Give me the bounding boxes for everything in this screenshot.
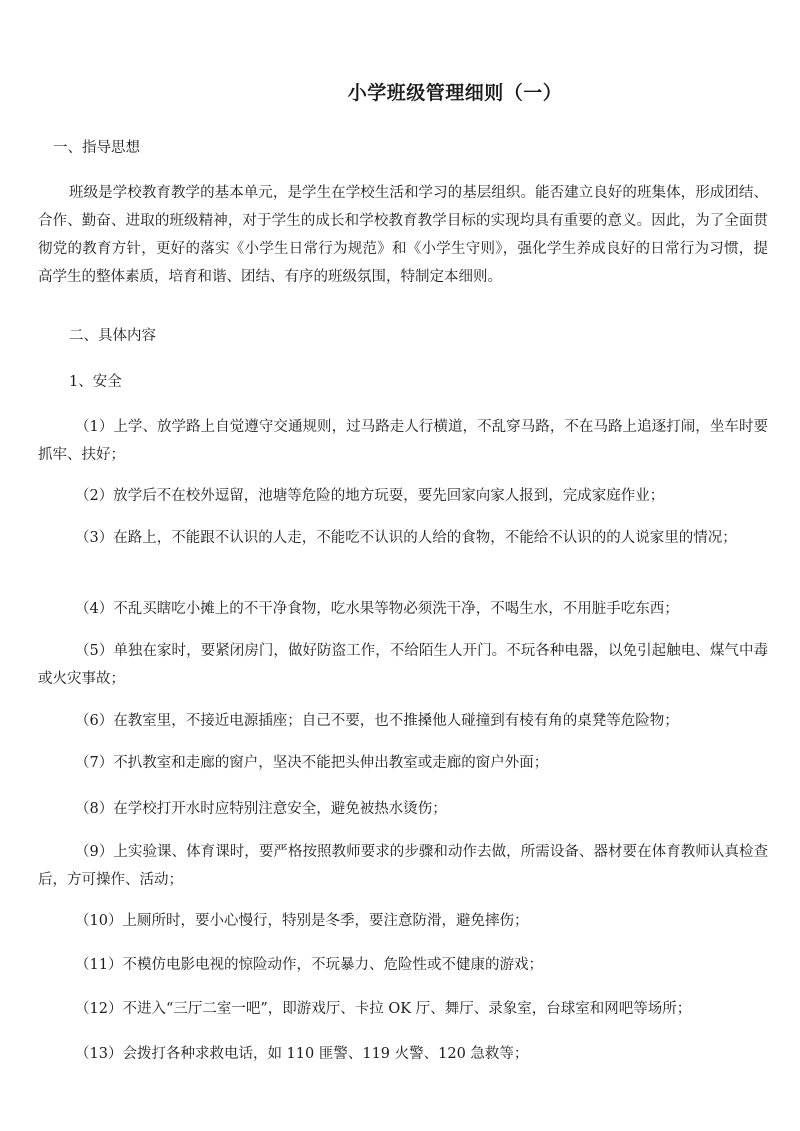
list-item: （6）在教室里，不接近电源插座；自己不要，也不推搡他人碰撞到有棱有角的桌凳等危险物； — [75, 713, 679, 729]
list-item: （7）不扒教室和走廊的窗户，坚决不能把头伸出教室或走廊的窗户外面； — [75, 755, 549, 771]
list-item: （13）会拨打各种求救电话，如 110 匪警、119 火警、120 急救等； — [75, 1046, 529, 1062]
list-item: （2）放学后不在校外逗留，池塘等危险的地方玩耍，要先回家向家人报到，完成家庭作业； — [75, 488, 665, 504]
section-body-guiding-ideology: 班级是学校教育教学的基本单元，是学生在学校生活和学习的基层组织。能否建立良好的班集体，形成团结、合作、勤奋、进取的班级精神，对于学生的成长和学校教育教学目标的实现均具有重要的意义。因此，为了全面贯彻党的教育方针，更好的落实《小学生日常行为规范》和《小学生守则》，强化学生养成良好的日常行为习惯，提高学生的整体素质，培育和谐、团结、有序的班级氛围，特制定本细则。 — [38, 185, 768, 285]
document-title: 小学班级管理细则（一） — [347, 82, 563, 104]
subsection-heading-safety: 1、安全 — [69, 374, 122, 390]
section-heading-specific-content: 二、具体内容 — [69, 328, 156, 344]
list-item: （10）上厕所时，要小心慢行，特别是冬季，要注意防滑，避免摔伤； — [75, 913, 529, 929]
list-item: （3）在路上，不能跟不认识的人走，不能吃不认识的人给的食物，不能给不认识的的人说家里的情况； — [75, 530, 737, 546]
list-item: （8）在学校打开水时应特别注意安全，避免被热水烫伤； — [75, 801, 447, 817]
list-item: （12）不进入“三厅二室一吧”，即游戏厅、卡拉 OK 厅、舞厅、录象室，台球室和网吧等场所； — [75, 1001, 692, 1017]
list-item: （11）不模仿电影电视的惊险动作，不玩暴力、危险性或不健康的游戏； — [75, 957, 543, 973]
section-heading-guiding-ideology: 一、指导思想 — [53, 140, 140, 156]
list-item: （4）不乱买瞎吃小摊上的不干净食物，吃水果等物必须洗干净，不喝生水，不用脏手吃东西； — [75, 601, 679, 617]
list-item: （5）单独在家时，要紧闭房门，做好防盗工作，不给陌生人开门。不玩各种电器，以免引起触电、煤气中毒或火灾事故； — [38, 643, 768, 687]
list-item: （1）上学、放学路上自觉遵守交通规则，过马路走人行横道，不乱穿马路，不在马路上追逐打闹，坐车时要抓牢、扶好； — [38, 419, 768, 463]
list-item: （9）上实验课、体育课时，要严格按照教师要求的步骤和动作去做，所需设备、器材要在体育教师认真检查后，方可操作、活动； — [38, 844, 768, 888]
